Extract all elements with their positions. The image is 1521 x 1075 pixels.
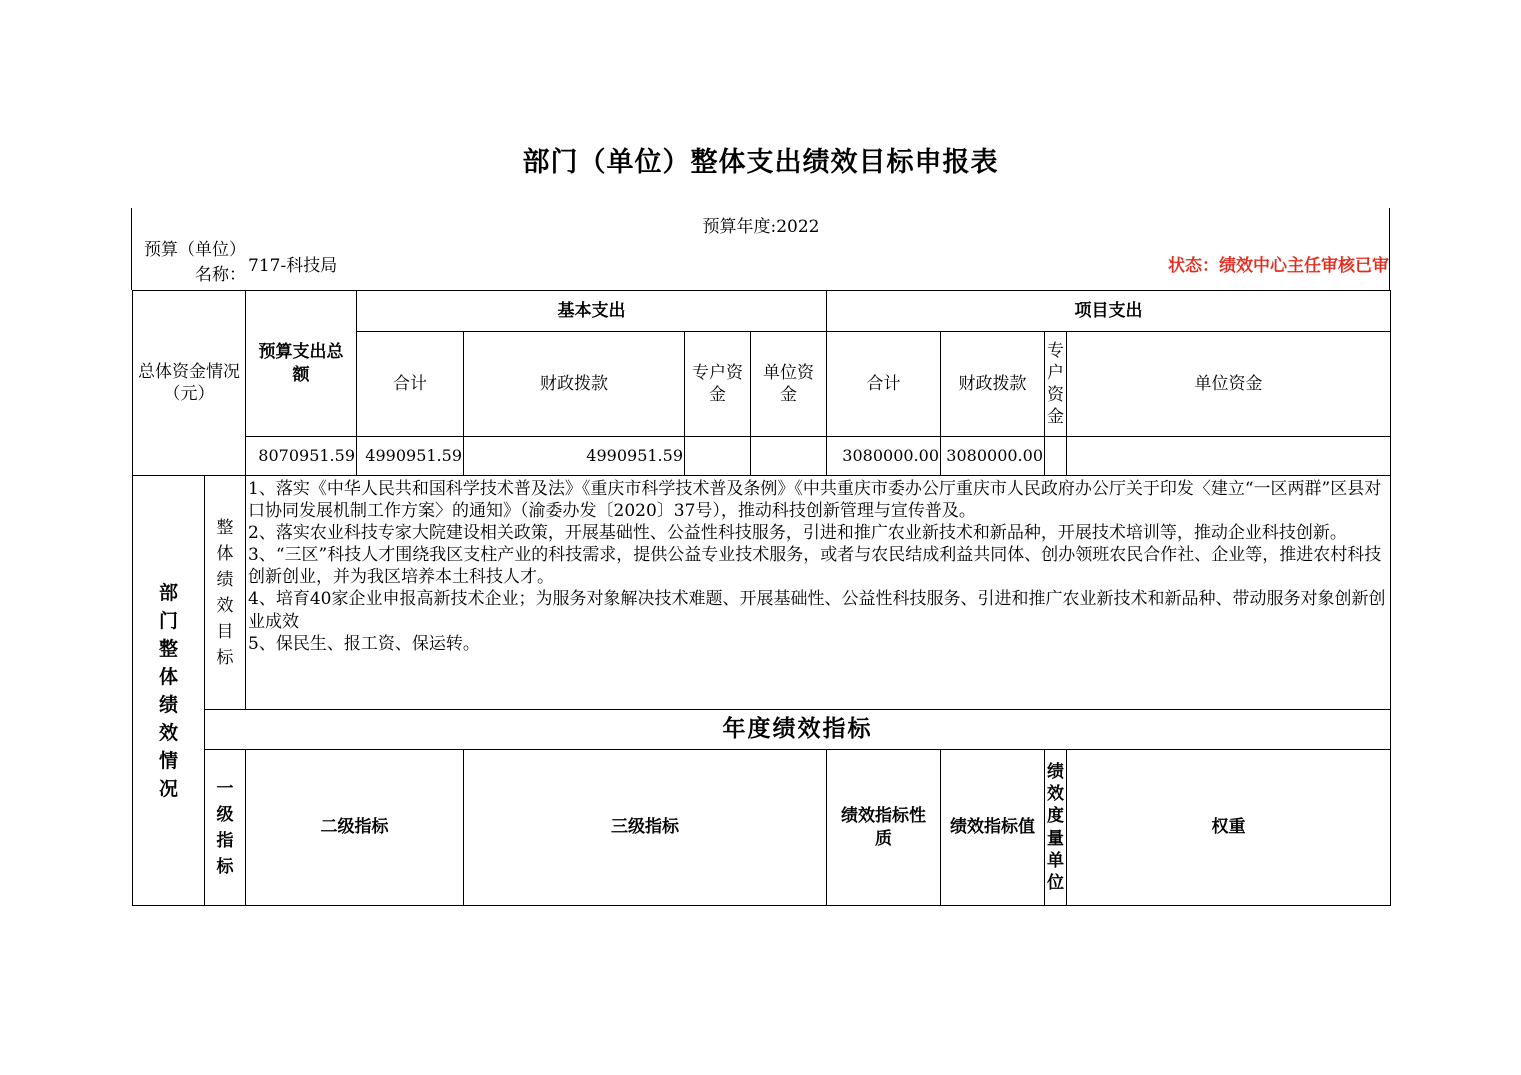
level1-indicator-header: 一级指标 [205,750,246,906]
basic-unit-value [751,437,827,476]
level2-indicator-header: 二级指标 [246,750,464,906]
goal-item: 3、“三区”科技人才围绕我区支柱产业的科技需求，提供公益专业技术服务，或者与农民结成利益共同体、创办领班农民合作社、企业等，推进农村科技创新创业，并为我区培养本土科技人才。 [248,545,1382,588]
goal-item: 5、保民生、报工资、保运转。 [248,633,480,654]
annual-indicators-title: 年度绩效指标 [205,710,1391,750]
goal-item: 4、培育40家企业申报高新技术企业；为服务对象解决技术难题、开展基础性、公益性科技服务、引进和推广农业新技术和新品种、带动服务对象创新创业成效 [248,589,1386,632]
performance-section-label: 部门整体绩效情况 [133,476,205,906]
project-total-value: 3080000.00 [827,437,941,476]
project-unit-header: 单位资金 [1067,332,1391,437]
unit-name-label: 预算（单位）名称： [144,240,246,285]
overall-goal-content [246,476,1391,710]
basic-fiscal-value: 4990951.59 [464,437,685,476]
basic-total-value: 4990951.59 [357,437,464,476]
total-budget-header: 预算支出总额 [246,291,357,437]
page-title: 部门（单位）整体支出绩效目标申报表 [522,147,999,178]
project-expense-header: 项目支出 [827,291,1391,332]
basic-fiscal-header: 财政拨款 [464,332,685,437]
project-unit-value [1067,437,1391,476]
project-fiscal-header: 财政拨款 [941,332,1045,437]
indicator-unit-header: 绩效度量单位 [1045,750,1067,906]
basic-expense-header: 基本支出 [357,291,827,332]
basic-special-value [685,437,751,476]
weight-header: 权重 [1067,750,1391,906]
unit-name-value: 717-科技局 [248,256,338,276]
basic-unit-header: 单位资金 [751,332,827,437]
indicator-value-header: 绩效指标值 [941,750,1045,906]
status-text: 状态：绩效中心主任审核已审 [1168,256,1389,276]
indicator-nature-header: 绩效指标性质 [827,750,941,906]
project-special-value [1045,437,1067,476]
performance-form-table [132,290,1391,906]
overall-goal-label: 整体绩效目标 [205,476,246,710]
goal-item: 2、落实农业科技专家大院建设相关政策，开展基础性、公益性科技服务，引进和推广农业新技术和新品种，开展技术培训等，推动企业科技创新。 [248,523,1347,544]
basic-special-header: 专户资金 [685,332,751,437]
budget-year: 预算年度:2022 [702,217,820,237]
level3-indicator-header: 三级指标 [464,750,827,906]
grand-total-value: 8070951.59 [246,437,357,476]
funds-row-label: 总体资金情况（元） [133,291,246,476]
project-fiscal-value: 3080000.00 [941,437,1045,476]
goal-item: 1、落实《中华人民共和国科学技术普及法》《重庆市科学技术普及条例》《中共重庆市委办公厅重庆市人民政府办公厅关于印发〈建立“一区两群”区县对口协同发展机制工作方案〉的通知》（渝委办发〔2020〕37号），推动科技创新管理与宣传普及。 [248,479,1382,522]
project-special-header: 专户资金 [1045,332,1067,437]
project-total-header: 合计 [827,332,941,437]
basic-total-header: 合计 [357,332,464,437]
